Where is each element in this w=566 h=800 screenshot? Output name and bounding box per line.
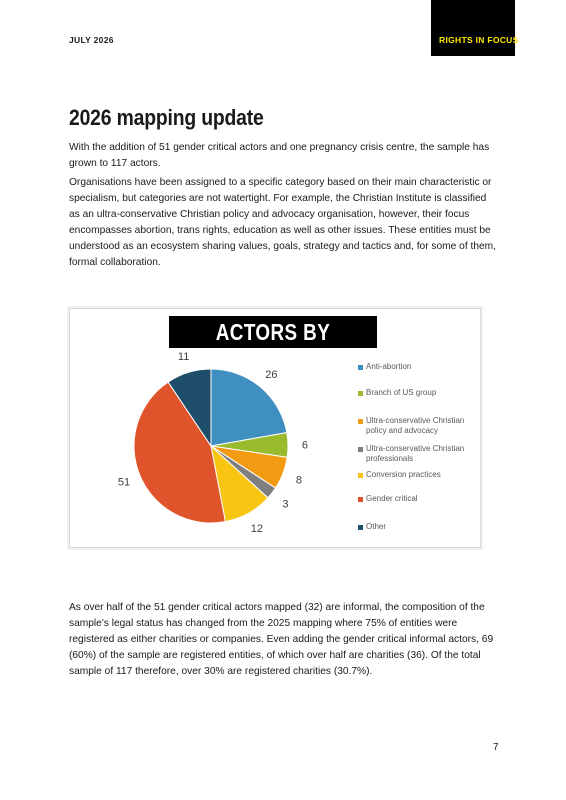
- pie-data-label: 3: [282, 498, 289, 511]
- pie-data-label: 26: [265, 368, 278, 381]
- legend-swatch: [358, 365, 363, 370]
- pie-data-label: 12: [250, 523, 264, 536]
- legend-label: Gender critical: [366, 494, 418, 503]
- legend-swatch: [358, 497, 363, 502]
- legend-label: Ultra-conservative Christian policy and advocacy: [366, 416, 465, 435]
- section-title: 2026 mapping update: [69, 105, 264, 130]
- pie-data-label: 51: [117, 476, 131, 489]
- legend-label: Ultra-conservative Christian professionals: [366, 444, 465, 463]
- legend-label: Branch of US group: [366, 388, 437, 397]
- chart-title: ACTORS BY CATEGORY: [215, 319, 331, 372]
- legend-label: Conversion practices: [366, 470, 441, 479]
- legend-label: Other: [366, 522, 387, 531]
- paragraph-legal-status: As over half of the 51 gender critical actors mapped (32) are informal, the composition of the sample's legal status has changed from the 2025 mapping where 75% of entities were registered as either charities or companies. Even adding the gender critical informal actors, 69 (60%) of the sample are registered entities, of which over half are charities (36). Of the total sample of 117 therefore, over 30% are registered charities (30.7%).: [69, 602, 494, 677]
- legend-swatch: [358, 419, 363, 424]
- pie-data-label: 11: [177, 351, 190, 364]
- paragraph-intro: With the addition of 51 gender critical actors and one pregnancy crisis centre, the sample has grown to 117 actors.: [69, 142, 490, 169]
- legend-swatch: [358, 473, 363, 478]
- header-date: JULY 2026: [69, 35, 114, 45]
- paragraph-categories: Organisations have been assigned to a specific category based on their main characteristic or specialism, but categories are not watertight. For example, the Christian Institute is classified as an ultra-conservative Christian policy and advocacy organisation, however, their focus encompasses abortion, trans rights, education as well as other issues. These entities must be understood as an ecosystem sharing values, goals, strategy and tactics and, for some of them, formal collaboration.: [69, 177, 496, 268]
- legend-label: Anti-abortion: [366, 362, 412, 371]
- brand-label: RIGHTS IN FOCUS: [439, 35, 519, 45]
- legend-swatch: [358, 525, 363, 530]
- pie-data-label: 8: [295, 474, 302, 487]
- pie-data-label: 6: [301, 439, 309, 452]
- legend-swatch: [358, 391, 363, 396]
- page-number: 7: [493, 742, 499, 753]
- legend-swatch: [358, 447, 363, 452]
